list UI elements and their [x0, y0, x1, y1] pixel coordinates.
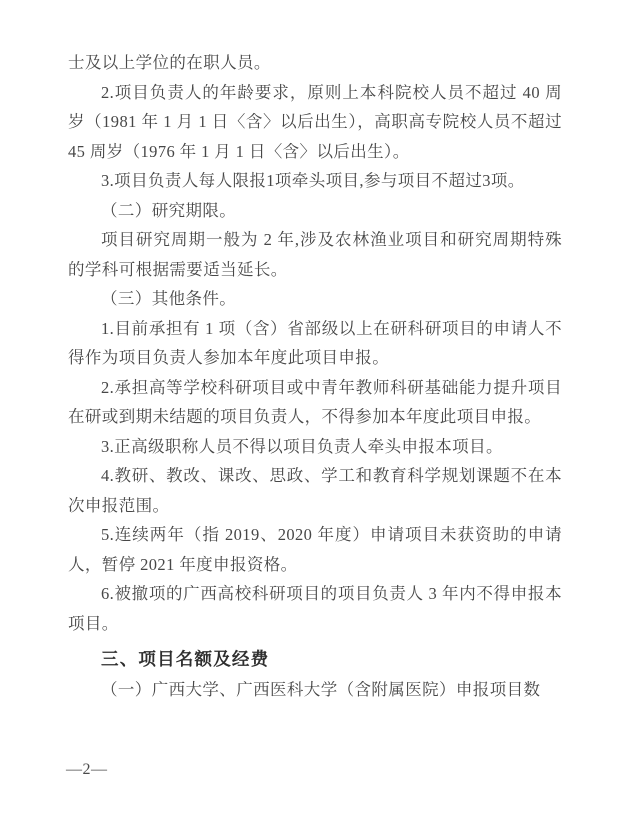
body-paragraph: 3.项目负责人每人限报1项牵头项目,参与项目不超过3项。 [101, 171, 525, 190]
body-paragraph: 3.正高级职称人员不得以项目负责人牵头申报本项目。 [101, 436, 503, 456]
body-paragraph: 士及以上学位的在职人员。 [68, 53, 271, 72]
body-paragraph: 5.连续两年（指 2019、2020 年度）申请项目未获资助的申请人，暂停 2021 年度申报资格。 [68, 525, 562, 574]
body-paragraph: （一）广西大学、广西医科大学（含附属医院）申报项目数 [101, 679, 541, 699]
body-paragraph: （二）研究期限。 [101, 200, 237, 220]
section-heading: 三、项目名额及经费 [101, 649, 270, 669]
document-body [68, 48, 562, 704]
body-paragraph: 6.被撤项的广西高校科研项目的项目负责人 3 年内不得申报本项目。 [68, 584, 562, 633]
body-paragraph: 2.承担高等学校科研项目或中青年教师科研基础能力提升项目在研或到期未结题的项目负责人，不得参加本年度此项目申报。 [68, 377, 562, 426]
body-paragraph: 项目研究周期一般为 2 年,涉及农林渔业项目和研究周期特殊的学科可根据需要适当延长。 [68, 230, 562, 279]
body-paragraph: 4.教研、教改、课改、思政、学工和教育科学规划课题不在本次申报范围。 [68, 466, 562, 515]
body-paragraph: 2.项目负责人的年龄要求，原则上本科院校人员不超过 40 周岁（1981 年 1 月 1 日〈含〉以后出生），高职高专院校人员不超过 45 周岁（1976 年 1 月 1 日〈含〉以后出生）。 [68, 82, 562, 161]
page-number: —2— [66, 761, 108, 778]
body-paragraph: 1.目前承担有 1 项（含）省部级以上在研科研项目的申请人不得作为项目负责人参加本年度此项目申报。 [68, 318, 562, 367]
body-paragraph: （三）其他条件。 [101, 289, 237, 308]
